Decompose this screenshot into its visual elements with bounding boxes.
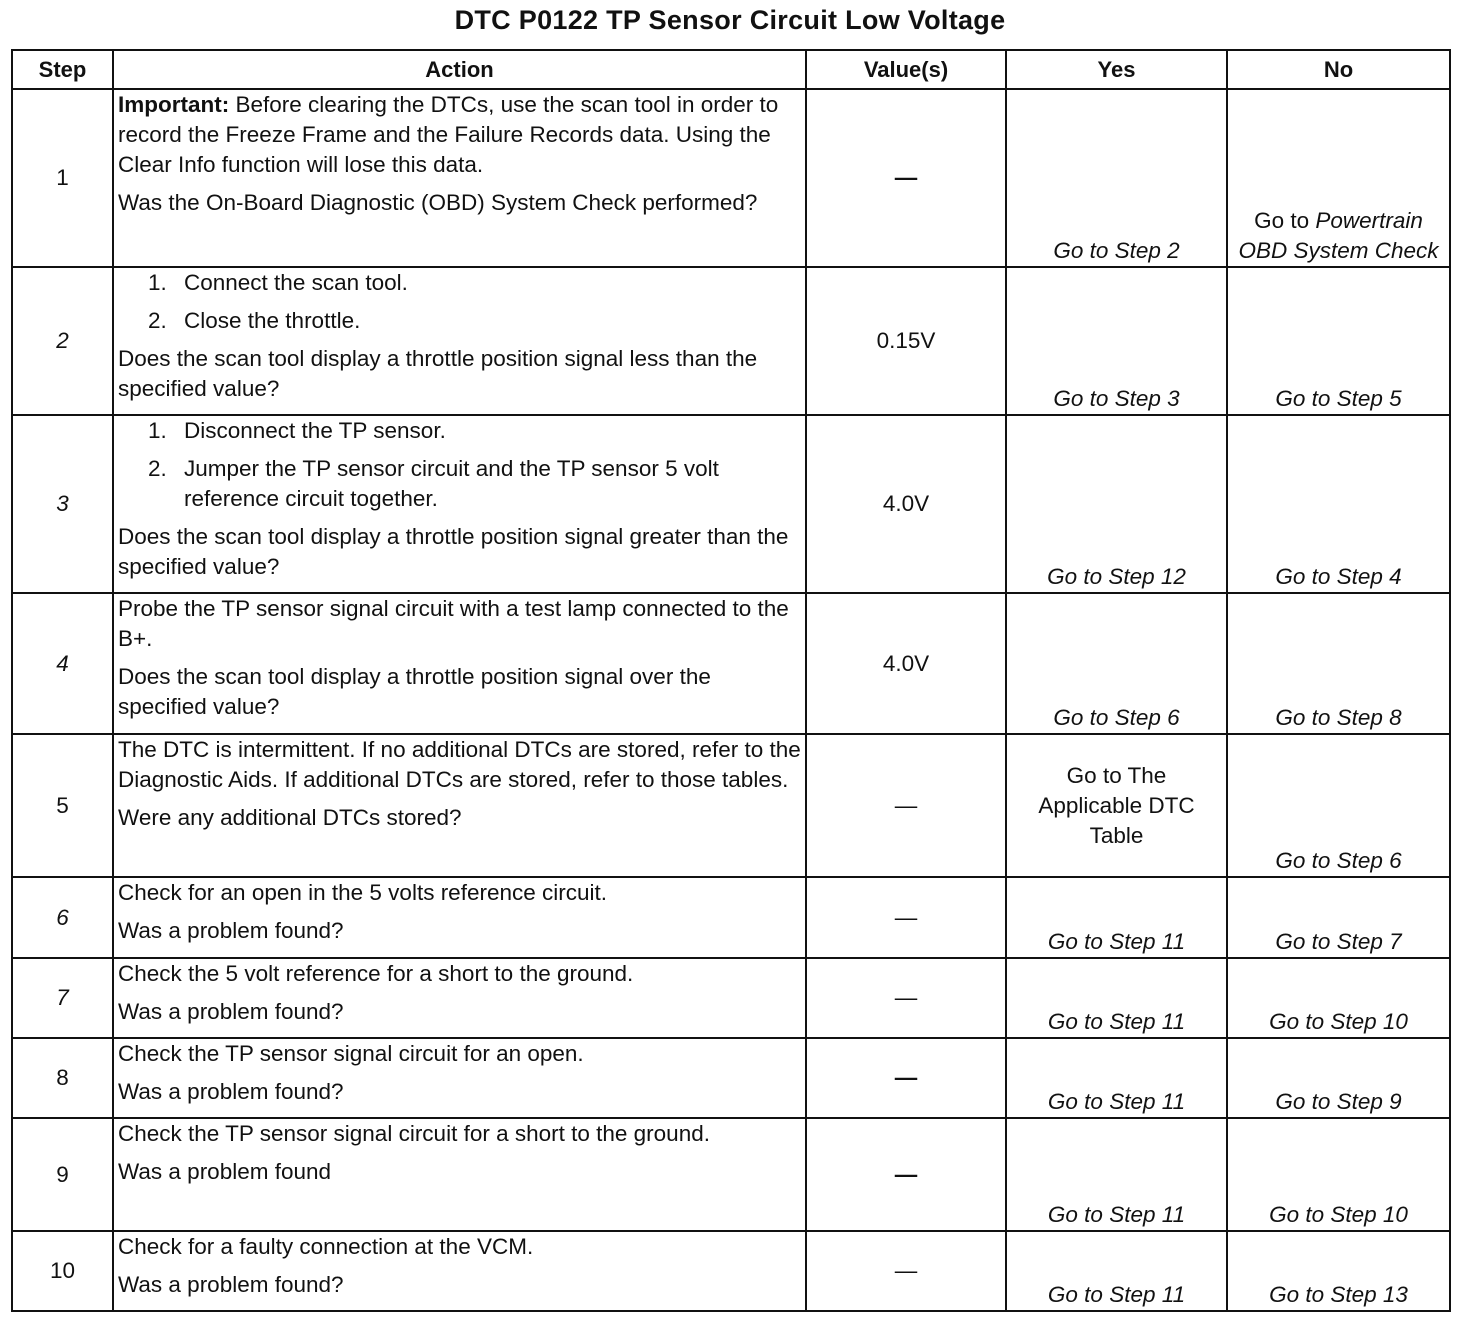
no-link[interactable]: Go to Step 7 (1227, 877, 1450, 958)
header-values: Value(s) (806, 50, 1006, 89)
table-row (12, 1118, 1450, 1231)
value-cell: 4.0V (806, 415, 1006, 593)
step-number: 5 (12, 734, 113, 877)
action-text: The DTC is intermittent. If no additional DTCs are stored, refer to the Diagnostic Aids. If additional DTCs are stored, refer to those tables. (118, 737, 801, 792)
action-text: Probe the TP sensor signal circuit with a test lamp connected to the B+. (118, 596, 789, 651)
yes-link[interactable]: Go to Step 2 (1006, 89, 1227, 267)
yes-link[interactable]: Go to Step 12 (1006, 415, 1227, 593)
action-question: Were any additional DTCs stored? (118, 805, 462, 830)
action-cell (113, 267, 806, 415)
action-text: Check the 5 volt reference for a short to the ground. (118, 961, 634, 986)
value-cell: — (806, 1231, 1006, 1311)
step-number: 4 (12, 593, 113, 734)
no-link[interactable]: Go to Step 5 (1227, 267, 1450, 415)
yes-link[interactable]: Go to Step 6 (1006, 593, 1227, 734)
value-cell: — (806, 958, 1006, 1038)
table-row (12, 877, 1450, 958)
no-link[interactable]: Go to Step 8 (1227, 593, 1450, 734)
action-question: Was a problem found? (118, 999, 344, 1024)
action-steps-list (118, 416, 801, 514)
action-question: Was a problem found? (118, 1272, 344, 1297)
value-cell: 0.15V (806, 267, 1006, 415)
step-number: 6 (12, 877, 113, 958)
value-cell: — (806, 734, 1006, 877)
list-item: 1. Disconnect the TP sensor. (148, 418, 446, 443)
header-yes: Yes (1006, 50, 1227, 89)
no-link[interactable]: Go to Step 9 (1227, 1038, 1450, 1118)
action-text: Check for a faulty connection at the VCM. (118, 1234, 534, 1259)
action-question: Does the scan tool display a throttle position signal greater than the specified value? (118, 524, 789, 579)
yes-link[interactable]: Go to Step 11 (1006, 1038, 1227, 1118)
table-header-row (12, 50, 1450, 89)
yes-link[interactable]: Go to Step 11 (1006, 1231, 1227, 1311)
important-text: Before clearing the DTCs, use the scan tool in order to record the Freeze Frame and the Failure Records data. Using the Clear Info function will lose this data. (118, 92, 779, 177)
table-row (12, 1038, 1450, 1118)
header-action: Action (113, 50, 806, 89)
page-title: DTC P0122 TP Sensor Circuit Low Voltage (454, 5, 1006, 35)
yes-link[interactable]: Go to Step 11 (1006, 1118, 1227, 1231)
step-number: 2 (12, 267, 113, 415)
no-link[interactable]: Go to Step 10 (1227, 958, 1450, 1038)
no-link[interactable] (1227, 89, 1450, 267)
value-cell: — (806, 1118, 1006, 1231)
step-number: 1 (12, 89, 113, 267)
action-cell (113, 415, 806, 593)
yes-link[interactable]: Go to The Applicable DTC Table (1006, 734, 1227, 877)
action-cell (113, 89, 806, 267)
action-question: Does the scan tool display a throttle position signal over the specified value? (118, 664, 711, 719)
action-question: Was the On-Board Diagnostic (OBD) System Check performed? (118, 190, 758, 215)
header-step: Step (12, 50, 113, 89)
table-row (12, 1231, 1450, 1311)
action-text: Check for an open in the 5 volts reference circuit. (118, 880, 608, 905)
diagnostic-table (11, 49, 1451, 1312)
list-item: 1. Connect the scan tool. (148, 270, 408, 295)
yes-link[interactable]: Go to Step 11 (1006, 958, 1227, 1038)
action-cell (113, 734, 806, 877)
step-number: 7 (12, 958, 113, 1038)
step-number: 9 (12, 1118, 113, 1231)
action-steps-list (118, 268, 801, 336)
list-item: 2. Jumper the TP sensor circuit and the TP sensor 5 volt reference circuit together. (148, 456, 719, 511)
important-label: Important: (118, 92, 230, 117)
action-cell (113, 1231, 806, 1311)
no-link[interactable]: Go to Step 4 (1227, 415, 1450, 593)
table-row (12, 958, 1450, 1038)
value-cell: — (806, 89, 1006, 267)
table-row (12, 89, 1450, 267)
no-link[interactable]: Go to Step 13 (1227, 1231, 1450, 1311)
action-cell (113, 1118, 806, 1231)
action-cell (113, 1038, 806, 1118)
no-prefix: Go to (1254, 208, 1316, 233)
action-text: Check the TP sensor signal circuit for an open. (118, 1041, 584, 1066)
action-question: Does the scan tool display a throttle position signal less than the specified value? (118, 346, 758, 401)
action-question: Was a problem found? (118, 1079, 344, 1104)
value-cell: 4.0V (806, 593, 1006, 734)
yes-link[interactable]: Go to Step 3 (1006, 267, 1227, 415)
action-cell (113, 958, 806, 1038)
action-question: Was a problem found (118, 1159, 332, 1184)
value-cell: — (806, 1038, 1006, 1118)
action-cell (113, 877, 806, 958)
table-row (12, 267, 1450, 415)
no-link[interactable]: Go to Step 10 (1227, 1118, 1450, 1231)
value-cell: — (806, 877, 1006, 958)
header-no: No (1227, 50, 1450, 89)
no-link[interactable]: Go to Step 6 (1227, 734, 1450, 877)
list-item: 2. Close the throttle. (148, 308, 361, 333)
action-text (118, 90, 801, 180)
step-number: 8 (12, 1038, 113, 1118)
step-number: 10 (12, 1231, 113, 1311)
step-number: 3 (12, 415, 113, 593)
table-row (12, 593, 1450, 734)
table-row (12, 734, 1450, 877)
action-cell (113, 593, 806, 734)
yes-link[interactable]: Go to Step 11 (1006, 877, 1227, 958)
action-question: Was a problem found? (118, 918, 344, 943)
action-text: Check the TP sensor signal circuit for a short to the ground. (118, 1121, 710, 1146)
powertrain-obd-link[interactable]: Powertrain OBD System Check (1238, 208, 1439, 263)
table-row (12, 415, 1450, 593)
